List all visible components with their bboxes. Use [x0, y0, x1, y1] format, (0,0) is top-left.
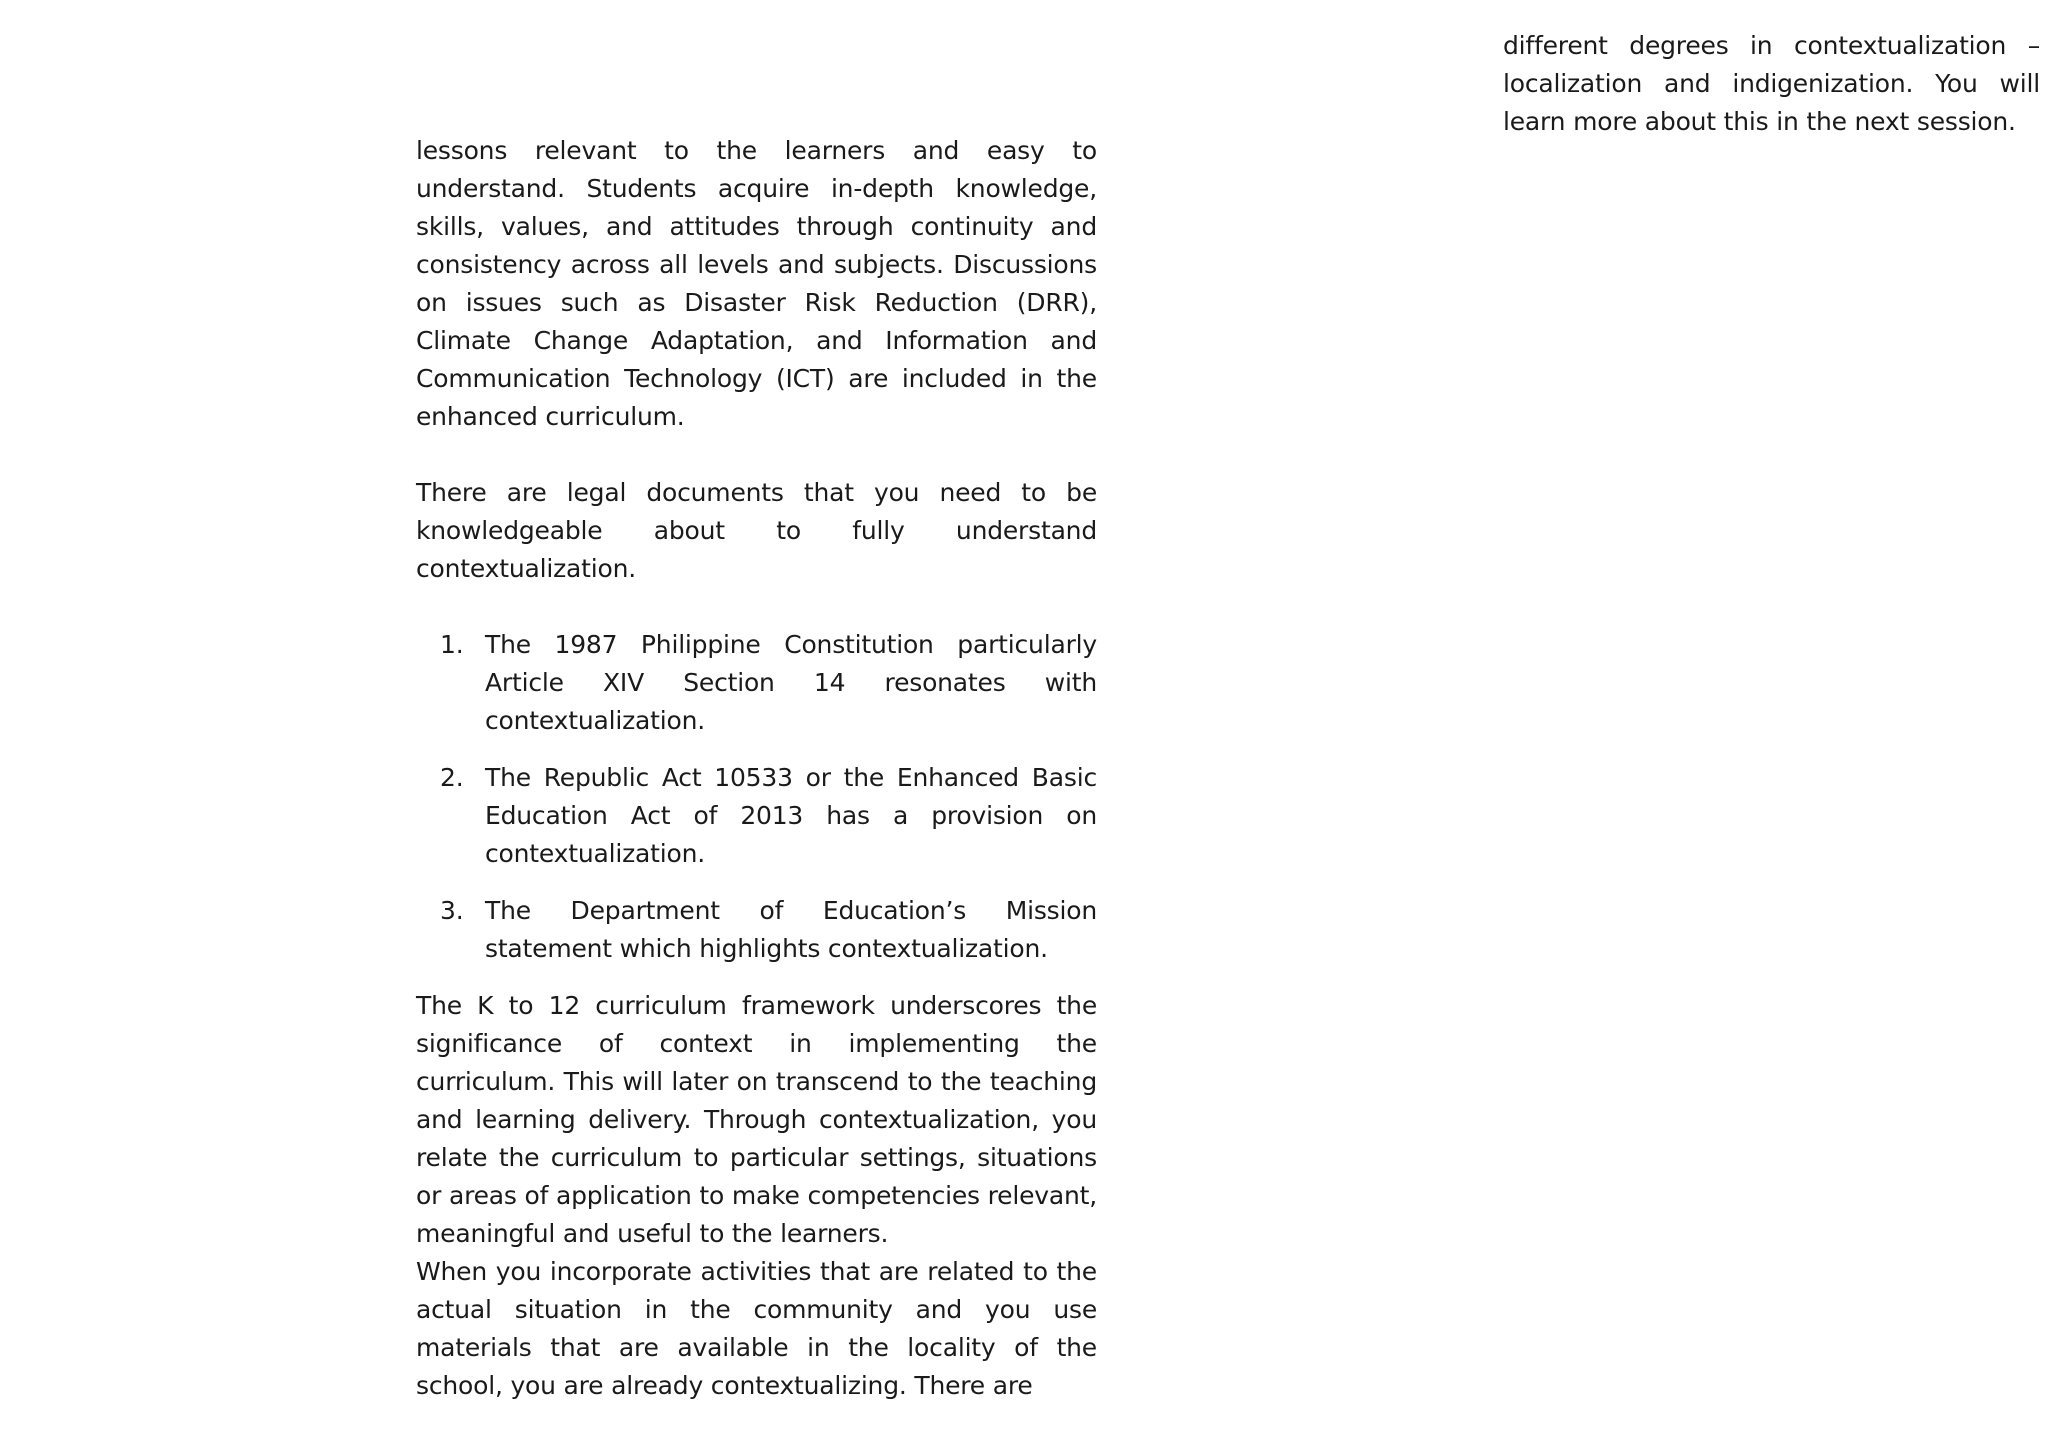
- left-text-column: [416, 132, 1097, 1405]
- legal-documents-list: [416, 626, 1097, 968]
- list-item-number: 3.: [440, 896, 464, 925]
- list-item-text: The Department of Education’s Mission statement which highlights contextualization.: [485, 896, 1097, 963]
- right-text-column: [1503, 27, 2040, 141]
- paragraph-lessons-relevant: lessons relevant to the learners and easy to understand. Students acquire in-depth knowledge, skills, values, and attitudes through continuity and consistency across all levels and subjects. Discussions on issues such as Disaster Risk Reduction (DRR), Climate Change Adaptation, and Information and Communication Technology (ICT) are included in the enhanced curriculum.: [416, 136, 1097, 431]
- list-item-text: The Republic Act 10533 or the Enhanced Basic Education Act of 2013 has a provision on contextualization.: [485, 763, 1097, 868]
- paragraph-k12-framework: The K to 12 curriculum framework underscores the significance of context in implementing the curriculum. This will later on transcend to the teaching and learning delivery. Through contextualization, you relate the curriculum to particular settings, situations or areas of application to make competencies relevant, meaningful and useful to the learners.: [416, 991, 1097, 1248]
- paragraph-degrees-contextualization: different degrees in contextualization – localization and indigenization. You will learn more about this in the next session.: [1503, 31, 2040, 136]
- list-item: [416, 626, 1097, 740]
- list-item-number: 1.: [440, 630, 464, 659]
- list-item-text: The 1987 Philippine Constitution particularly Article XIV Section 14 resonates with contextualization.: [485, 630, 1097, 735]
- list-item-number: 2.: [440, 763, 464, 792]
- paragraph-legal-documents: There are legal documents that you need to be knowledgeable about to fully understand contextualization.: [416, 478, 1097, 583]
- list-item: [416, 892, 1097, 968]
- list-item: [416, 759, 1097, 873]
- paragraph-incorporate-activities: When you incorporate activities that are related to the actual situation in the community and you use materials that are available in the locality of the school, you are already contextualizing. There are: [416, 1257, 1097, 1400]
